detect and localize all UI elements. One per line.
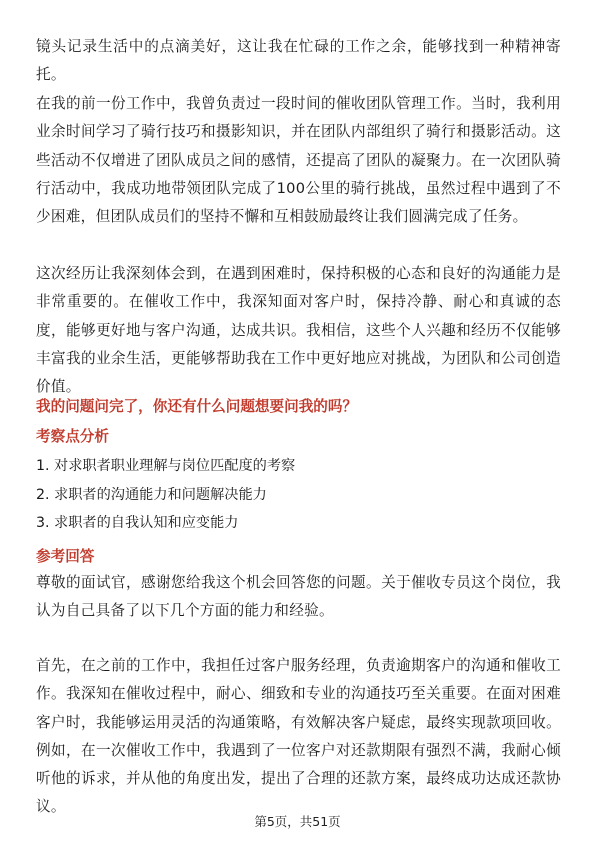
list-item: 3. 求职者的自我认知和应变能力 (36, 515, 239, 531)
analysis-heading: 考察点分析 (36, 428, 109, 445)
paragraph-2: 在我的前一份工作中，我曾负责过一段时间的催收团队管理工作。当时，我利用业余时间学习了骑行技巧和摄影知识，并在团队内部组织了骑行和摄影活动。这些活动不仅增进了团队成员之间的感情，还提高了团队的凝聚力。在一次团队骑行活动中，我成功地带领团队完成了100公里的骑行挑战，虽然过程中遇到了不少困难，但团队成员们的坚持不懈和互相鼓励最终让我们圆满完成了任务。 (36, 95, 561, 226)
answer-heading: 参考回答 (36, 548, 95, 565)
paragraph-3: 这次经历让我深刻体会到，在遇到困难时，保持积极的心态和良好的沟通能力是非常重要的。在催收工作中，我深知面对客户时，保持冷静、耐心和真诚的态度，能够更好地与客户沟通，达成共识。我相信，这些个人兴趣和经历不仅能够丰富我的业余生活，更能够帮助我在工作中更好地应对挑战，为团队和公司创造价值。 (36, 265, 561, 396)
answer-paragraph-2: 首先，在之前的工作中，我担任过客户服务经理，负责逾期客户的沟通和催收工作。我深知在催收过程中，耐心、细致和专业的沟通技巧至关重要。在面对困难客户时，我能够运用灵活的沟通策略，有效解决客户疑虑，最终实现款项回收。例如，在一次催收工作中，我遇到了一位客户对还款期限有强烈不满，我耐心倾听他的诉求，并从他的角度出发，提出了合理的还款方案，最终成功达成还款协议。 (36, 657, 561, 816)
list-item: 1. 对求职者职业理解与岗位匹配度的考察 (36, 458, 296, 474)
page-footer: 第5页，共51页 (254, 814, 341, 829)
list-item: 2. 求职者的沟通能力和问题解决能力 (36, 486, 267, 503)
analysis-list (36, 452, 295, 538)
question-heading: 我的问题问完了，你还有什么问题想要问我的吗？ (36, 398, 358, 415)
paragraph-1: 镜头记录生活中的点滴美好，这让我在忙碌的工作之余，能够找到一种精神寄托。 (36, 38, 561, 84)
answer-paragraph-1: 尊敬的面试官，感谢您给我这个机会回答您的问题。关于催收专员这个岗位，我认为自己具备了以下几个方面的能力和经验。 (36, 574, 561, 620)
